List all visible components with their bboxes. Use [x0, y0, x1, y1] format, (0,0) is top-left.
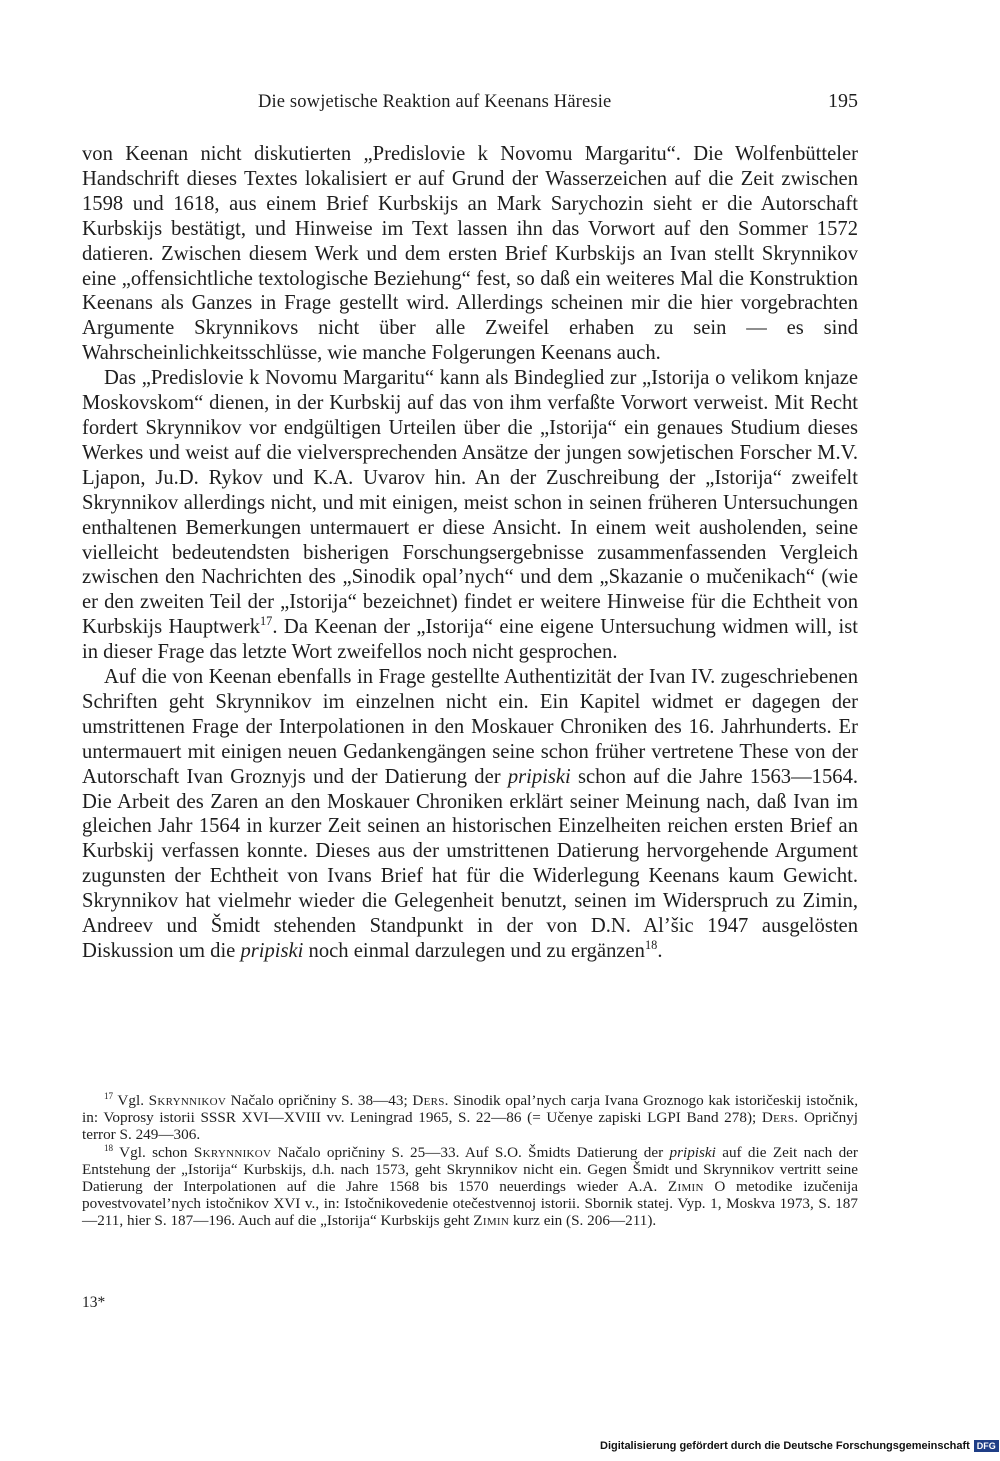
- footnote-text: Vgl.: [113, 1092, 149, 1109]
- paragraph-2-text-end: . Da Keenan der „Istorija“ eine eigene Untersuchung widmen will, ist in dieser Frage das letzte Wort zweifellos noch nicht gesprochen.: [82, 616, 858, 664]
- author-name: Ders.: [412, 1092, 449, 1109]
- page-number: 195: [828, 90, 858, 112]
- footnote-18: [82, 1144, 858, 1230]
- page-header: [82, 90, 858, 116]
- body-text: [82, 142, 858, 964]
- paragraph-3-text-end: .: [657, 940, 663, 962]
- digitization-footer: [600, 1440, 999, 1452]
- emphasis-pripiski: pripiski: [669, 1143, 716, 1161]
- dfg-logo: DFG: [974, 1440, 999, 1452]
- paragraph-3: [82, 665, 858, 964]
- paragraph-2-text: Das „Predislovie k Novomu Margaritu“ kann als Bindeglied zur „Istorija o velikom knjaze Moskovskom“ dienen, in der Kurbskij auf das von ihm verfaßte Vorwort verweist. Mit Recht fordert Skrynnikov vor endgültigen Urteilen über die „Istorija“ ein genaues Studium dieses Werkes und weist auf die vielversprechenden Ansätze der jungen sowjetischen Forscher M.V. Ljapon, Ju.D. Rykov und K.A. Uvarov hin. An der Zuschreibung der „Istorija“ zweifelt Skrynnikov allerdings nicht, und mit einigen, meist schon in seinen früheren Untersuchungen enthaltenen Bemerkungen untermauert er diese Ansicht. In einem weit ausholenden, seine vielleicht bedeutendsten bisherigen Forschungsergebnisse zusammenfassenden Vergleich zwischen den Nachrichten des „Sinodik opal’nych“ und dem „Skazanie o mučenikach“ (wie er den zweiten Teil der „Istorija“ bezeichnet) findet er weitere Hinweise für die Echtheit von Kurbskijs Hauptwerk: [82, 367, 858, 639]
- footnote-text: Sinodik opal’nych carja Ivana Groznogo kak istoričeskij istočnik, in: Voprosy istorii SSSR XVI—XVIII vv. Leningrad 1965, S. 22—86 (= Učenye zapiski LGPI Band 278);: [82, 1092, 858, 1127]
- emphasis-pripiski: pripiski: [507, 765, 571, 788]
- footnotes: [82, 1092, 858, 1230]
- author-name: Zimin: [667, 1178, 704, 1196]
- author-name: Ders.: [761, 1109, 799, 1127]
- author-name: Skrynnikov: [193, 1143, 272, 1161]
- footer-text: Digitalisierung gefördert durch die Deutsche Forschungsgemeinschaft: [600, 1440, 970, 1452]
- signature-mark: 13*: [82, 1294, 106, 1311]
- running-title: Die sowjetische Reaktion auf Keenans Häresie: [258, 92, 612, 112]
- footnote-17: [82, 1092, 858, 1144]
- paragraph-3-text-3: noch einmal darzulegen und zu ergänzen: [303, 940, 645, 962]
- paragraph-3-text-2: schon auf die Jahre 1563—1564. Die Arbeit des Zaren an den Moskauer Chroniken erklärt seiner Meinung nach, daß Ivan im gleichen Jahr 1564 in kurzer Zeit seinen an historischen Einzelheiten reichen ersten Brief an Kurbskij verfassen konnte. Dieses aus der umstrittenen Datierung hervorgehende Argument zugunsten der Echtheit von Ivans Brief hat für die Widerlegung Keenans kaum Gewicht. Skrynnikov hat vielmehr wieder die Gelegenheit benutzt, seinen im Widerspruch zu Zimin, Andreev und Šmidt stehenden Standpunkt in der von D.N. Al’šic 1947 ausgelösten Diskussion um die: [82, 765, 859, 962]
- footnote-text: O metodike izučenija povestvovatel’nych istočnikov XVI v., in: Istočnikovedenie otečestvennoj istorii. Sbornik statej. Vyp. 1, Moskva 1973, S. 187—211, hier S. 187—196. Auch auf die „Istorija“ Kurbskijs geht: [82, 1178, 858, 1230]
- author-name: Skrynnikov: [148, 1092, 227, 1109]
- footnote-text: auf die Zeit nach der Entstehung der „Istorija“ Kurbskijs, d.h. nach 1573, geht Skrynnikov nicht ein. Gegen Šmidt und Skrynnikov vertritt seine Datierung der Interpolationen auf die Jahre 1568 bis 1570 neuerdings wieder A.A.: [82, 1143, 858, 1196]
- emphasis-pripiski: pripiski: [240, 940, 304, 962]
- footnote-ref-18: 18: [644, 938, 658, 953]
- footnote-marker: 17: [104, 1090, 114, 1101]
- footnote-text: Načalo opričniny S. 25—33. Auf S.O. Šmidts Datierung der: [271, 1143, 670, 1161]
- footnote-ref-17: 17: [260, 614, 273, 629]
- footnote-text: Opričnyj terror S. 249—306.: [82, 1109, 858, 1144]
- paragraph-3-text: Auf die von Keenan ebenfalls in Frage gestellte Authentizität der Ivan IV. zugeschriebenen Schriften geht Skrynnikov im einzelnen nicht ein. Ein Kapitel widmet er dagegen der umstrittenen Frage der Interpolationen in den Moskauer Chroniken des 16. Jahrhunderts. Er untermauert mit einigen neuen Gedankengängen seine schon früher vertretene These von der Autorschaft Ivan Groznyjs und der Datierung der: [82, 666, 858, 788]
- footnote-text: Vgl. schon: [113, 1143, 194, 1161]
- paragraph-1: von Keenan nicht diskutierten „Predislovie k Novomu Margaritu“. Die Wolfenbütteler Handschrift dieses Textes lokalisiert er auf Grund der Wasserzeichen auf die Zeit zwischen 1598 und 1618, aus einem Brief Kurbskijs an Mark Sarychozin sieht er die Autorschaft Kurbskijs bestätigt, und Hinweise im Text lassen ihn das Vorwort auf den Sommer 1572 datieren. Zwischen diesem Werk und dem ersten Brief Kurbskijs an Ivan stellt Skrynnikov eine „offensichtliche textologische Beziehung“ fest, so daß ein weiteres Mal die Konstruktion Keenans als Ganzes in Frage gestellt wird. Allerdings scheinen mir die hier vorgebrachten Argumente Skrynnikovs nicht über alle Zweifel erhaben zu sein — es sind Wahrscheinlichkeitsschlüsse, wie manche Folgerungen Keenans auch.: [82, 143, 858, 365]
- paragraph-2: [82, 366, 858, 665]
- footnote-text: Načalo opričniny S. 38—43;: [226, 1092, 413, 1109]
- author-name: Zimin: [473, 1212, 510, 1230]
- footnote-text: kurz ein (S. 206—211).: [509, 1212, 657, 1230]
- footnote-marker: 18: [104, 1142, 114, 1153]
